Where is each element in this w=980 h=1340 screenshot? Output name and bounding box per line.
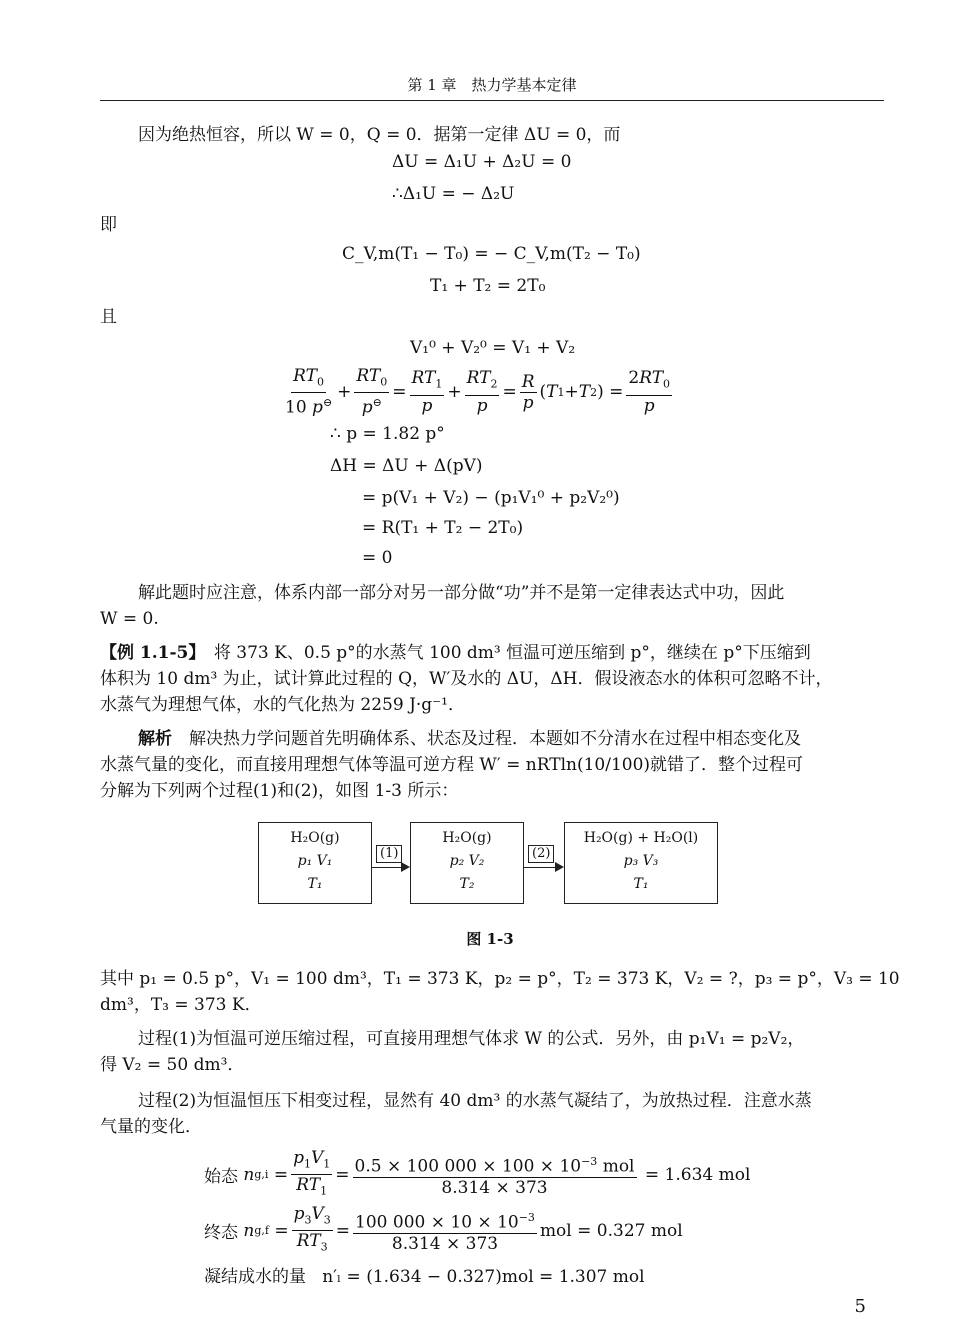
box3-line-3: T₁: [633, 876, 649, 892]
box3-line-2: p₃ V₃: [623, 853, 659, 869]
equation-condensed: [204, 1262, 645, 1287]
box2-line-3: T₂: [459, 876, 475, 892]
process-1-line-1: 过程(1)为恒温可逆压缩过程，可直接用理想气体求 W 的公式．另外，由 p₁V₁ = p₂V₂，: [138, 1029, 805, 1049]
equation-p-result: ∴ p = 1.82 p°: [330, 424, 445, 444]
equation-delta-h-step2: = R(T₁ + T₂ − 2T₀): [362, 518, 524, 538]
equation-delta-h-step1: = p(V₁ + V₂) − (p₁V₁⁰ + p₂V₂⁰): [362, 488, 620, 508]
figure-box-3: [564, 822, 718, 904]
analysis-line-2: 水蒸气量的变化，而直接用理想气体等温可逆方程 W′ = nRTln(10/100)就错了．整个过程可: [100, 755, 804, 775]
equation-initial-state: 始态 n g,i = $\frac{p_1V_1}{RT_1}$ = $\frac{0.5 \times 100 000 \times 100 \times 10^{-3} mol}{8.314 \times 373}$ = 1.634 mol: [204, 1148, 751, 1198]
where-line-1: 其中 p₁ = 0.5 p°，V₁ = 100 dm³，T₁ = 373 K，p₂ = p°，T₂ = 373 K，V₂ = ?，p₃ = p°，V₃ = 10: [100, 969, 900, 989]
condensed-label: 凝结成水的量: [204, 1267, 306, 1287]
example-text: 将 373 K、0.5 p°的水蒸气 100 dm³ 恒温可逆压缩到 p°，继续在 p°下压缩到: [196, 643, 811, 663]
note-line-2: W = 0.: [100, 609, 159, 629]
equation-volume: V₁⁰ + V₂⁰ = V₁ + V₂: [410, 338, 576, 358]
equation-delta-u-relation: ∴Δ₁U = − Δ₂U: [392, 184, 515, 204]
box2-line-2: p₂ V₂: [449, 853, 485, 869]
step-2-label: (2): [528, 845, 554, 863]
equation-t-sum: T₁ + T₂ = 2T₀: [430, 276, 546, 296]
paragraph-adiabatic: 因为绝热恒容，所以 W = 0，Q = 0．据第一定律 ΔU = 0，而: [138, 125, 621, 145]
word-qie: 且: [100, 307, 117, 327]
equation-delta-h: ΔH = ΔU + Δ(pV): [330, 456, 483, 476]
box3-line-1: H₂O(g) + H₂O(l): [583, 830, 699, 846]
note-line-1: 解此题时应注意，体系内部一部分对另一部分做“功”并不是第一定律表达式中功，因此: [138, 583, 785, 603]
example-line-3: 水蒸气为理想气体，水的气化热为 2259 J·g⁻¹．: [100, 695, 465, 715]
figure-box-1: [258, 822, 372, 904]
page-number: 5: [854, 1296, 866, 1317]
word-ji: 即: [100, 215, 117, 235]
where-line-2: dm³，T₃ = 373 K．: [100, 995, 262, 1015]
figure-caption: 图 1-3: [466, 930, 514, 948]
equation-delta-u: ΔU = Δ₁U + Δ₂U = 0: [392, 152, 572, 172]
arrow-2: [524, 867, 562, 868]
example-line-1: [100, 640, 811, 666]
analysis-text: 解决热力学问题首先明确体系、状态及过程．本题如不分清水在过程中相态变化及: [172, 729, 801, 749]
box1-line-2: p₁ V₁: [297, 853, 333, 869]
running-header: 第 1 章 热力学基本定律: [100, 70, 884, 101]
equation-cvm: C_V,m(T₁ − T₀) = − C_V,m(T₂ − T₀): [342, 244, 641, 264]
condensed-equation: n′ₗ = (1.634 − 0.327)mol = 1.307 mol: [322, 1267, 645, 1287]
process-1-line-2: 得 V₂ = 50 dm³．: [100, 1055, 245, 1075]
equation-fractions: $\frac{RT_0}{10 p^⊖}$ + $\frac{RT_0}{p^⊖}$ = $\frac{RT_1}{p}$ + $\frac{RT_2}{p}$ = $\frac{R}{p}$ ( T 1 + T 2 ) = $\frac{2RT_0}{p}$: [285, 366, 671, 419]
process-2-line-2: 气量的变化．: [100, 1117, 202, 1137]
analysis-line-3: 分解为下列两个过程(1)和(2)，如图 1-3 所示：: [100, 781, 459, 801]
arrow-1: [372, 867, 408, 868]
analysis-line-1: [138, 726, 801, 752]
final-label: 终态: [204, 1223, 238, 1244]
equation-final-state: 终态 n g,f = $\frac{p_3V_3}{RT_3}$ = $\frac{100 000 \times 10 \times 10^{-3}}{8.314 \times 373}$ mol = 0.327 mol: [204, 1204, 683, 1254]
box2-line-1: H₂O(g): [442, 830, 492, 846]
box1-line-3: T₁: [307, 876, 323, 892]
equation-delta-h-step3: = 0: [362, 548, 393, 568]
figure-box-2: [410, 822, 524, 904]
step-1-label: (1): [376, 845, 402, 863]
example-line-2: 体积为 10 dm³ 为止，试计算此过程的 Q，W′及水的 ΔU，ΔH．假设液态水的体积可忽略不计，: [100, 669, 833, 689]
process-2-line-1: 过程(2)为恒温恒压下相变过程，显然有 40 dm³ 的水蒸气凝结了，为放热过程．注意水蒸: [138, 1091, 812, 1111]
example-label: 【例 1.1-5】: [100, 643, 197, 663]
box1-line-1: H₂O(g): [290, 830, 340, 846]
analysis-label: 解析: [138, 729, 172, 749]
initial-label: 始态: [204, 1167, 238, 1188]
